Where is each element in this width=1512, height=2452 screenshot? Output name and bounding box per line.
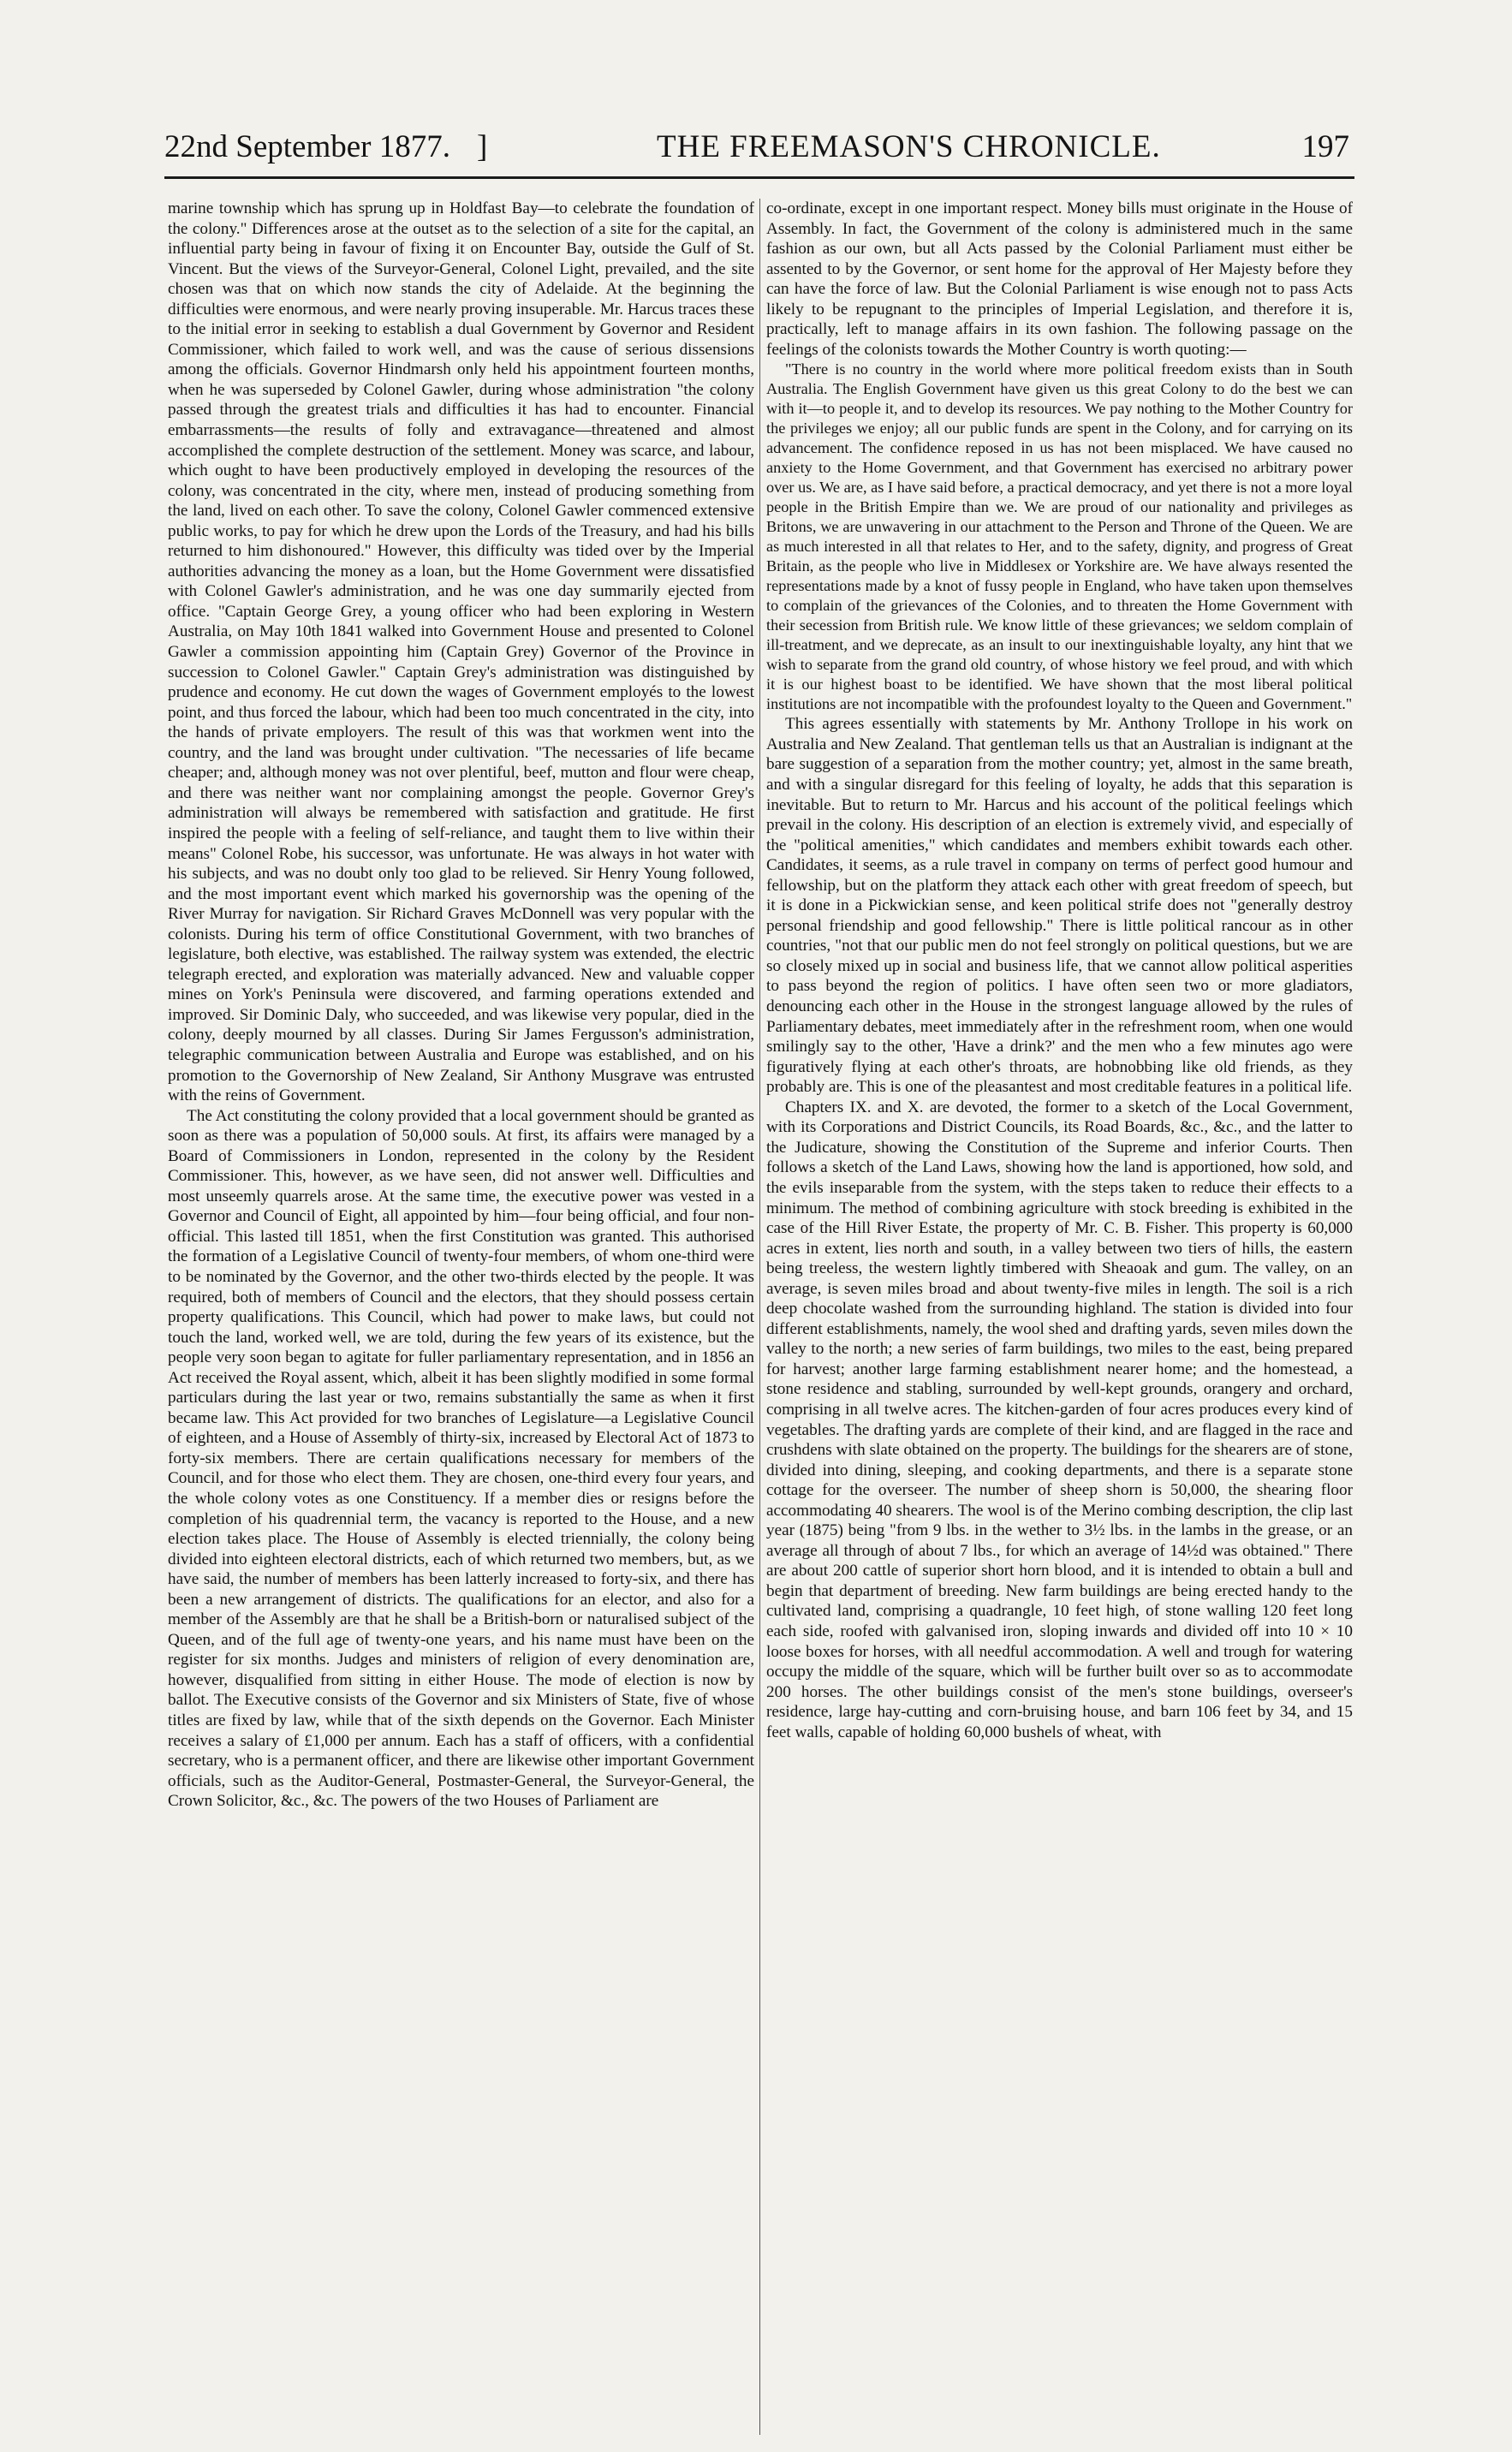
- newspaper-title: THE FREEMASON'S CHRONICLE.: [657, 129, 1161, 164]
- left-column: [168, 199, 754, 2435]
- header-date: 22nd September 1877.: [164, 129, 450, 164]
- page-number: 197: [1301, 129, 1349, 164]
- left-paragraph-1: marine township which has sprung up in Holdfast Bay—to celebrate the foundation of the colony." Differences arose at the outset as to the selection of a site for the capital, an influential party being in favour of fixing it on Encounter Bay, outside the Gulf of St. Vincent. But the views of the Surveyor-General, Colonel Light, prevailed, and the site chosen was that on which now stands the city of Adelaide. At the beginning the difficulties were enormous, and were nearly proving insuperable. Mr. Harcus traces these to the initial error in seeking to establish a dual Government by Governor and Resident Commissioner, which failed to work well, and was the cause of serious dissensions among the officials. Governor Hindmarsh only held his appointment fourteen months, when he was superseded by Colonel Gawler, during whose administration "the colony passed through the greatest trials and difficulties it has had to encounter. Financial embarrassments—the results of folly and extravagance—threatened and almost accomplished the complete destruction of the settlement. Money was scarce, and labour, which ought to have been productively employed in developing the resources of the colony, was concentrated in the city, where men, instead of producing something from the land, lived on each other. To save the colony, Colonel Gawler commenced extensive public works, to pay for which he drew upon the Lords of the Treasury, and had his bills returned to him dishonoured." However, this difficulty was tided over by the Imperial authorities advancing the money as a loan, but the Home Government were dissatisfied with Colonel Gawler's administration, and he was one day summarily ejected from office. "Captain George Grey, a young officer who had been exploring in Western Australia, on May 10th 1841 walked into Government House and presented to Colonel Gawler a commission appointing him (Captain Grey) Governor of the Province in succession to Colonel Gawler." Captain Grey's administration was distinguished by prudence and economy. He cut down the wages of Government employés to the lowest point, and thus forced the labour, which had been too much concentrated in the city, into the hands of private employers. The result of this was that workmen went into the country, and the land was brought under cultivation. "The necessaries of life became cheaper; and, although money was not over plentiful, beef, mutton and flour were cheap, and there was neither want nor complaining amongst the people. Governor Grey's administration will always be remembered with satisfaction and gratitude. He first inspired the people with a feeling of self-reliance, and taught them to live within their means" Colonel Robe, his successor, was unfortunate. He was always in hot water with his subjects, and was no doubt only too glad to be relieved. Sir Henry Young followed, and the most important event which marked his governorship was the opening of the River Murray for navigation. Sir Richard Graves McDonnell was very popular with the colonists. During his term of office Constitutional Government, with two branches of legislature, both elective, was established. The railway system was extended, the electric telegraph erected, and exploration was materially advanced. New and valuable copper mines on York's Peninsula were discovered, and farming operations extended and improved. Sir Dominic Daly, who succeeded, and was likewise very popular, died in the colony, deeply mourned by all classes. During Sir James Fergusson's administration, telegraphic communication between Australia and Europe was established, and on his promotion to the Governorship of New Zealand, Sir Anthony Musgrave was entrusted with the reins of Government.: [168, 199, 754, 1105]
- right-opening-paragraph: co-ordinate, except in one important respect. Money bills must originate in the House of Assembly. In fact, the Government of the colony is administered much in the same fashion as our own, but all Acts passed by the Colonial Parliament must either be assented to by the Governor, or sent home for the approval of Her Majesty before they can have the force of law. But the Colonial Parliament is wise enough not to pass Acts likely to be repugnant to the principles of Imperial Legislation, and therefore it is, practically, left to manage affairs in its own fashion. The following passage on the feelings of the colonists towards the Mother Country is worth quoting:—: [766, 199, 1353, 359]
- block-quote: "There is no country in the world where more political freedom exists than in South Australia. The English Government have given us this great Colony to do the best we can with it—to people it, and to develop its resources. We pay nothing to the Mother Country for the privileges we enjoy; all our public funds are spent in the Colony, and for carrying on its advancement. The confidence reposed in us has not been misplaced. We have caused no anxiety to the Home Government, and that Government has exercised no arbitrary power over us. We are, as I have said before, a practical democracy, and yet there is not a more loyal people in the British Empire than we. We are proud of our nationality and privileges as Britons, we are unwavering in our attachment to the Person and Throne of the Queen. We are as much interested in all that relates to Her, and to the safety, dignity, and progress of Great Britain, as the people who live in Middlesex or Yorkshire are. We have always resented the representations made by a knot of fussy people in England, who have taken upon themselves to complain of the grievances of the Colonies, and to threaten the Home Government with their secession from British rule. We know little of these grievances; we seldom complain of ill-treatment, and we deprecate, as an insult to our inextinguishable loyalty, any hint that we wish to separate from the grand old country, of whose history we feel proud, and with which it is our highest boast to be identified. We have shown that the most liberal political institutions are not incompatible with the profoundest loyalty to the Queen and Government.": [766, 360, 1353, 713]
- left-paragraph-2: The Act constituting the colony provided that a local government should be granted as soon as there was a population of 50,000 souls. At first, its affairs were managed by a Board of Commissioners in London, represented in the colony by the Resident Commissioner. This, however, as we have seen, did not answer well. Difficulties and most unseemly quarrels arose. At the same time, the executive power was vested in a Governor and Council of Eight, all appointed by him—four being official, and four non-official. This lasted till 1851, when the first Constitution was granted. This authorised the formation of a Legislative Council of twenty-four members, of whom one-third were to be nominated by the Governor, and the other two-thirds elected by the people. It was required, both of members of Council and the electors, that they should possess certain property qualifications. This Council, which had power to make laws, but could not touch the land, worked well, we are told, during the few years of its existence, but the people very soon began to agitate for fuller parliamentary representation, and in 1856 an Act received the Royal assent, which, albeit it has been slightly modified in some formal particulars during the last year or two, remains substantially the same as when it first became law. This Act provided for two branches of Legislature—a Legislative Council of eighteen, and a House of Assembly of thirty-six, increased by Electoral Act of 1873 to forty-six members. There are certain qualifications necessary for members of the Council, and for those who elect them. They are chosen, one-third every four years, and the whole colony votes as one Constituency. If a member dies or resigns before the completion of his quadrennial term, the vacancy is reported to the House, and a new election takes place. The House of Assembly is elected triennially, the colony being divided into eighteen electoral districts, each of which returned two members, but, as we have said, the number of members has been latterly increased to forty-six, and there has been a new arrangement of districts. The qualifications for an elector, and also for a member of the Assembly are that he shall be a British-born or naturalised subject of the Queen, and of the full age of twenty-one years, and his name must have been on the register for six months. Judges and ministers of religion of every denomination are, however, disqualified from sitting in either House. The mode of election is now by ballot. The Executive consists of the Governor and six Ministers of State, five of whose titles are fixed by law, while that of the sixth depends on the Governor. Each Minister receives a salary of £1,000 per annum. Each has a staff of officers, with a confidential secretary, who is a permanent officer, and there are likewise other important Government officials, such as the Auditor-General, Postmaster-General, the Surveyor-General, the Crown Solicitor, &c., &c. The powers of the two Houses of Parliament are: [168, 1106, 754, 1811]
- column-rule: [759, 199, 760, 2435]
- header-separator: ]: [477, 129, 488, 164]
- right-column: [766, 199, 1353, 2435]
- running-header: [164, 120, 1354, 179]
- right-paragraph-1: This agrees essentially with statements by Mr. Anthony Trollope in his work on Australia and New Zealand. That gentleman tells us that an Australian is indignant at the bare suggestion of a separation from the mother country; yet, almost in the same breath, and with a singular disregard for this feeling of loyalty, he adds that this separation is inevitable. But to return to Mr. Harcus and his account of the political feelings which prevail in the colony. His description of an election is extremely vivid, and especially of the "political amenities," which candidates and members exhibit towards each other. Candidates, it seems, as a rule travel in company on terms of perfect good humour and fellowship, but on the platform they attack each other with great freedom of speech, but it is done in a Pickwickian sense, and keen political strife does not "generally destroy personal friendship and good fellowship." There is little political rancour as in other countries, "not that our public men do not feel strongly on political questions, but we are so closely mixed up in social and business life, that we cannot allow political asperities to pass beyond the region of politics. I have often seen two or more gladiators, denouncing each other in the House in the strongest language allowed by the rules of Parliamentary debates, meet immediately after in the refreshment room, when one would smilingly say to the other, 'Have a drink?' and the men who a few minutes ago were figuratively flying at each other's throats, are hobnobbing like old friends, as they probably are. This is one of the pleasantest and most creditable features in a political life.: [766, 715, 1353, 1097]
- right-paragraph-2: Chapters IX. and X. are devoted, the former to a sketch of the Local Government, with its Corporations and District Councils, its Road Boards, &c., &c., and the latter to the Judicature, showing the Constitution of the Supreme and inferior Courts. Then follows a sketch of the Land Laws, showing how the land is apportioned, how sold, and the evils inseparable from the system, with the steps taken to reduce their effects to a minimum. The method of combining agriculture with stock breeding is exhibited in the case of the Hill River Estate, the property of Mr. C. B. Fisher. This property is 60,000 acres in extent, lies north and south, in a valley between two tiers of hills, the eastern being treeless, the western lightly timbered with Sheaoak and gum. The valley, on an average, is seven miles broad and about twenty-five miles in length. The soil is a rich deep chocolate washed from the surrounding highland. The station is divided into four different establishments, namely, the wool shed and drafting yards, seven miles down the valley to the north; a new series of farm buildings, two miles to the east, being prepared for harvest; another large farming establishment nearer home; and the homestead, a stone residence and stabling, surrounded by well-kept grounds, orangery and orchard, comprising in all twelve acres. The kitchen-garden of four acres produces every kind of vegetables. The drafting yards are complete of their kind, and are flagged in the race and crushdens with slate obtained on the property. The buildings for the shearers are of stone, divided into dining, sleeping, and cooking departments, and there is a separate stone cottage for the overseer. The number of sheep shorn is 50,000, the shearing floor accommodating 40 shearers. The wool is of the Merino combing description, the clip last year (1875) being "from 9 lbs. in the wether to 3½ lbs. in the lambs in the grease, or an average all through of about 7 lbs., for which an average of 14½d was obtained." There are about 200 cattle of superior short horn blood, and it is intended to obtain a bull and begin that department of breeding. New farm buildings are being erected handy to the cultivated land, comprising a quadrangle, 10 feet high, of stone walling 120 feet long each side, roofed with galvanised iron, sloping inwards and divided off into 10 × 10 loose boxes for horses, with all needful accommodation. A well and trough for watering occupy the middle of the square, which will be further built over so as to accommodate 200 horses. The other buildings consist of the men's stone buildings, overseer's residence, large hay-cutting and corn-bruising house, and barn 106 feet by 34, and 15 feet walls, capable of holding 60,000 bushels of wheat, with: [766, 1098, 1353, 1741]
